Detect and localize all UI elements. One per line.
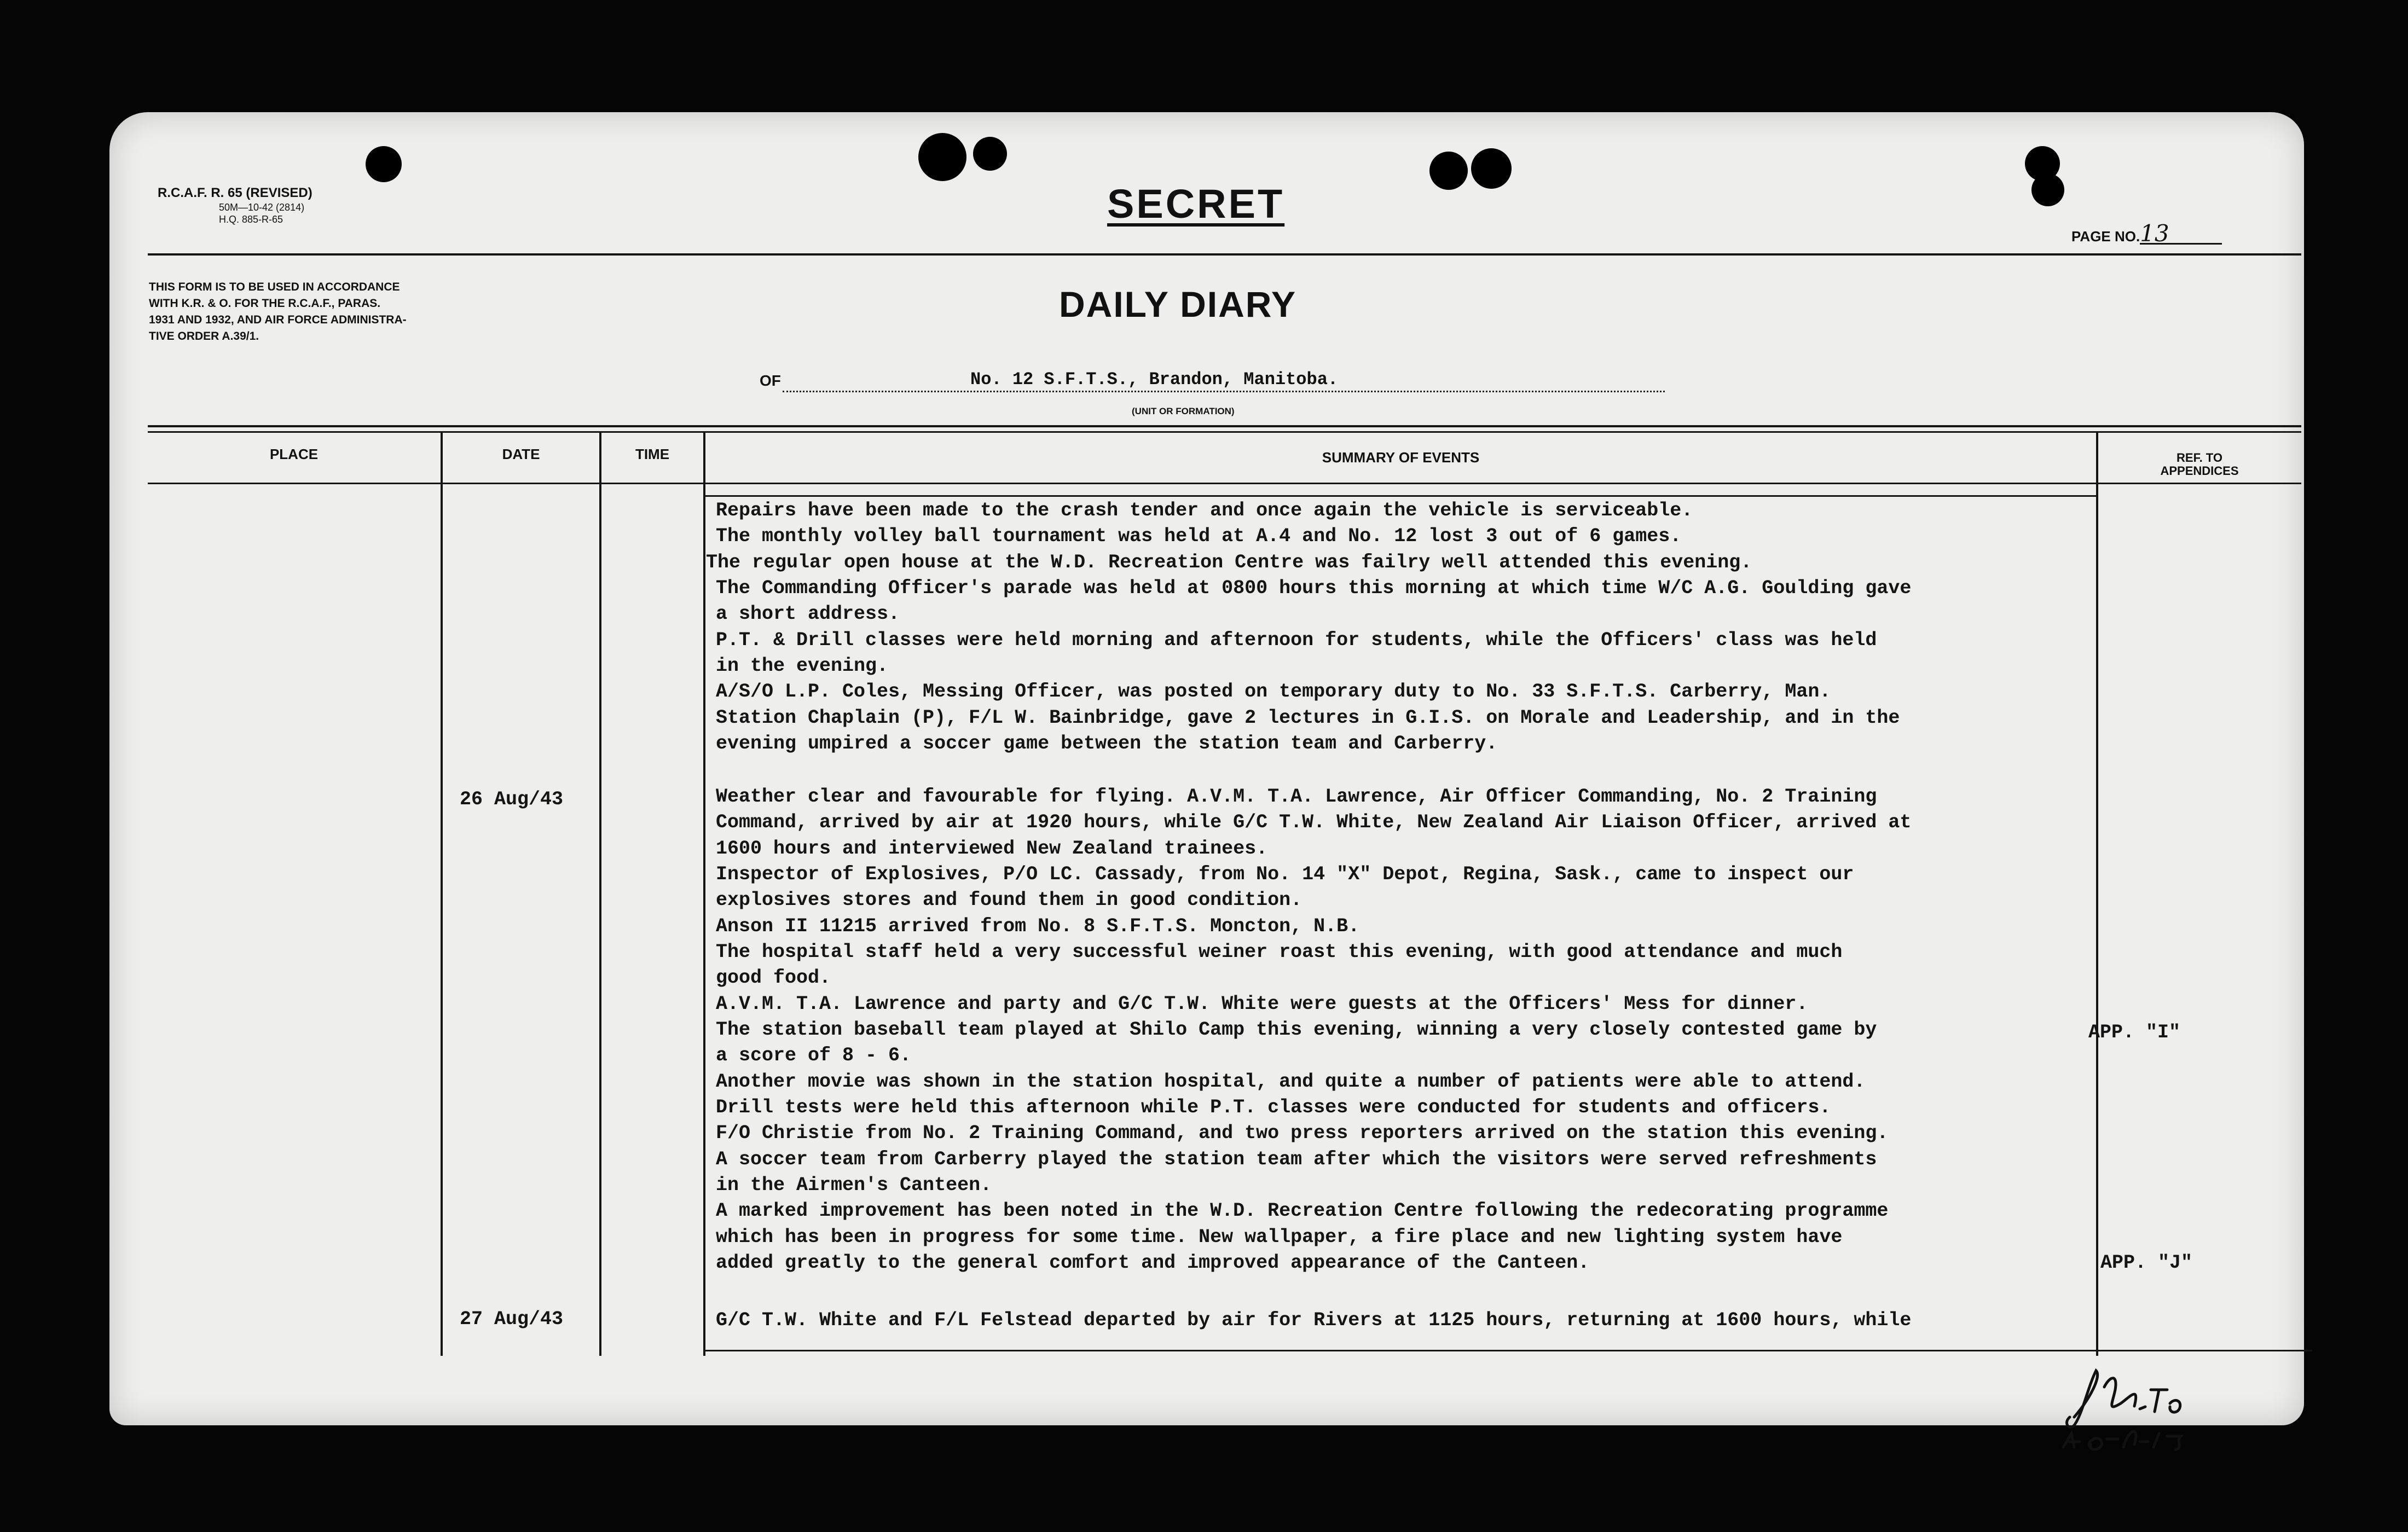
column-header-ref-line: APPENDICES (2160, 464, 2239, 478)
table-top-rule (148, 425, 2301, 427)
unit-name: No. 12 S.F.T.S., Brandon, Manitoba. (783, 369, 1665, 392)
column-header-rule (148, 483, 2301, 484)
summary-line: Inspector of Explosives, P/O LC. Cassady, from No. 14 "X" Depot, Regina, Sask., came to inspect our (716, 863, 1854, 885)
summary-line: F/O Christie from No. 2 Training Command, and two press reporters arrived on the station this evening. (716, 1122, 1889, 1144)
form-number: R.C.A.F. R. 65 (REVISED) (158, 185, 312, 200)
punch-hole (1429, 152, 1468, 190)
summary-line: The monthly volley ball tournament was held at A.4 and No. 12 lost 3 out of 6 games. (716, 525, 1682, 547)
summary-line: A soccer team from Carberry played the station team after which the visitors were served refreshments (716, 1148, 1877, 1170)
summary-line: Drill tests were held this afternoon while P.T. classes were conducted for students and officers. (716, 1096, 1831, 1118)
punch-hole (1471, 148, 1512, 189)
summary-line: The regular open house at the W.D. Recreation Centre was failry well attended this evening. (706, 552, 1752, 573)
column-header-place: PLACE (269, 446, 319, 462)
instruction-line: THIS FORM IS TO BE USED IN ACCORDANCE (149, 281, 400, 293)
unit-caption: (UNIT OR FORMATION) (1132, 406, 1235, 416)
summary-line: The station baseball team played at Shilo Camp this evening, winning a very closely contested game by (716, 1019, 1877, 1041)
punch-hole (366, 146, 402, 182)
summary-line: in the Airmen's Canteen. (716, 1174, 992, 1196)
column-header-ref (2098, 451, 2301, 478)
header-rule (148, 253, 2301, 256)
column-header-time: TIME (635, 446, 670, 462)
table-top-rule (148, 431, 2301, 433)
summary-line: Weather clear and favourable for flying. A.V.M. T.A. Lawrence, Air Officer Commanding, No. 2 Training (716, 786, 1877, 808)
page-number-field (2071, 220, 2222, 247)
column-divider (703, 431, 705, 1356)
instruction-line: 1931 AND 1932, AND AIR FORCE ADMINISTRA- (149, 314, 407, 326)
summary-line: A marked improvement has been noted in the W.D. Recreation Centre following the redecorating programme (716, 1200, 1889, 1222)
summary-line: good food. (716, 967, 831, 989)
summary-line: in the evening. (716, 655, 889, 677)
print-code: 50M—10-42 (2814) (219, 202, 305, 213)
table-bottom-rule (703, 1350, 2312, 1351)
form-instructions (149, 279, 407, 345)
summary-line: Anson II 11215 arrived from No. 8 S.F.T.S. Moncton, N.B. (716, 915, 1360, 937)
summary-line: explosives stores and found them in good condition. (716, 889, 1303, 911)
summary-line: 1600 hours and interviewed New Zealand trainees. (716, 838, 1268, 860)
punch-hole (2031, 173, 2064, 206)
handwritten-signature (2058, 1365, 2222, 1458)
diary-sheet (109, 112, 2304, 1425)
column-divider (441, 431, 443, 1356)
summary-line: A.V.M. T.A. Lawrence and party and G/C T.W. White were guests at the Officers' Mess for dinner. (716, 993, 1808, 1015)
summary-line: G/C T.W. White and F/L Felstead departed by air for Rivers at 1125 hours, returning at 1600 hours, while (716, 1309, 1912, 1331)
entry-date: 26 Aug/43 (460, 788, 564, 810)
summary-line: evening umpired a soccer game between the station team and Carberry. (716, 733, 1498, 755)
summary-line: Repairs have been made to the crash tender and once again the vehicle is serviceable. (716, 500, 1693, 521)
print-code: H.Q. 885-R-65 (219, 214, 283, 225)
summary-line: The hospital staff held a very successful weiner roast this evening, with good attendance and much (716, 941, 1843, 963)
summary-line: The Commanding Officer's parade was held at 0800 hours this morning at which time W/C A.G. Goulding gave (716, 577, 1912, 599)
column-divider (2096, 431, 2098, 1356)
instruction-line: TIVE ORDER A.39/1. (149, 330, 259, 343)
classification-marking: SECRET (1107, 181, 1285, 227)
summary-line: added greatly to the general comfort and improved appearance of the Canteen. (716, 1252, 1590, 1274)
column-divider (599, 431, 601, 1356)
summary-line: a short address. (716, 603, 900, 625)
summary-line: A/S/O L.P. Coles, Messing Officer, was posted on temporary duty to No. 33 S.F.T.S. Carberry, Man. (716, 681, 1831, 703)
column-header-ref-line: REF. TO (2177, 451, 2222, 465)
summary-line: Command, arrived by air at 1920 hours, while G/C T.W. White, New Zealand Air Liaison Officer, arrived at (716, 811, 1912, 833)
appendix-reference: APP. "J" (2100, 1252, 2193, 1274)
entry-date: 27 Aug/43 (460, 1308, 564, 1330)
punch-hole (973, 137, 1007, 171)
form-identifier (158, 185, 312, 225)
of-label: OF (760, 372, 781, 389)
summary-line: Another movie was shown in the station hospital, and quite a number of patients were able to attend. (716, 1071, 1866, 1093)
appendix-reference: APP. "I" (2088, 1022, 2181, 1043)
punch-hole (918, 133, 966, 181)
instruction-line: WITH K.R. & O. FOR THE R.C.A.F., PARAS. (149, 297, 381, 310)
page-number: 13 (2140, 224, 2222, 245)
summary-line: a score of 8 - 6. (716, 1044, 912, 1066)
page-number-label: PAGE NO. (2071, 228, 2140, 245)
column-header-summary: SUMMARY OF EVENTS (1322, 449, 1480, 466)
summary-line: Station Chaplain (P), F/L W. Bainbridge, gave 2 lectures in G.I.S. on Morale and Leadership, and in the (716, 707, 1900, 729)
summary-line: P.T. & Drill classes were held morning and afternoon for students, while the Officers' class was held (716, 629, 1877, 651)
column-divider (704, 495, 2097, 497)
column-header-date: DATE (502, 446, 540, 462)
page-title: DAILY DIARY (1059, 284, 1296, 324)
summary-line: which has been in progress for some time. New wallpaper, a fire place and new lighting system have (716, 1226, 1843, 1248)
